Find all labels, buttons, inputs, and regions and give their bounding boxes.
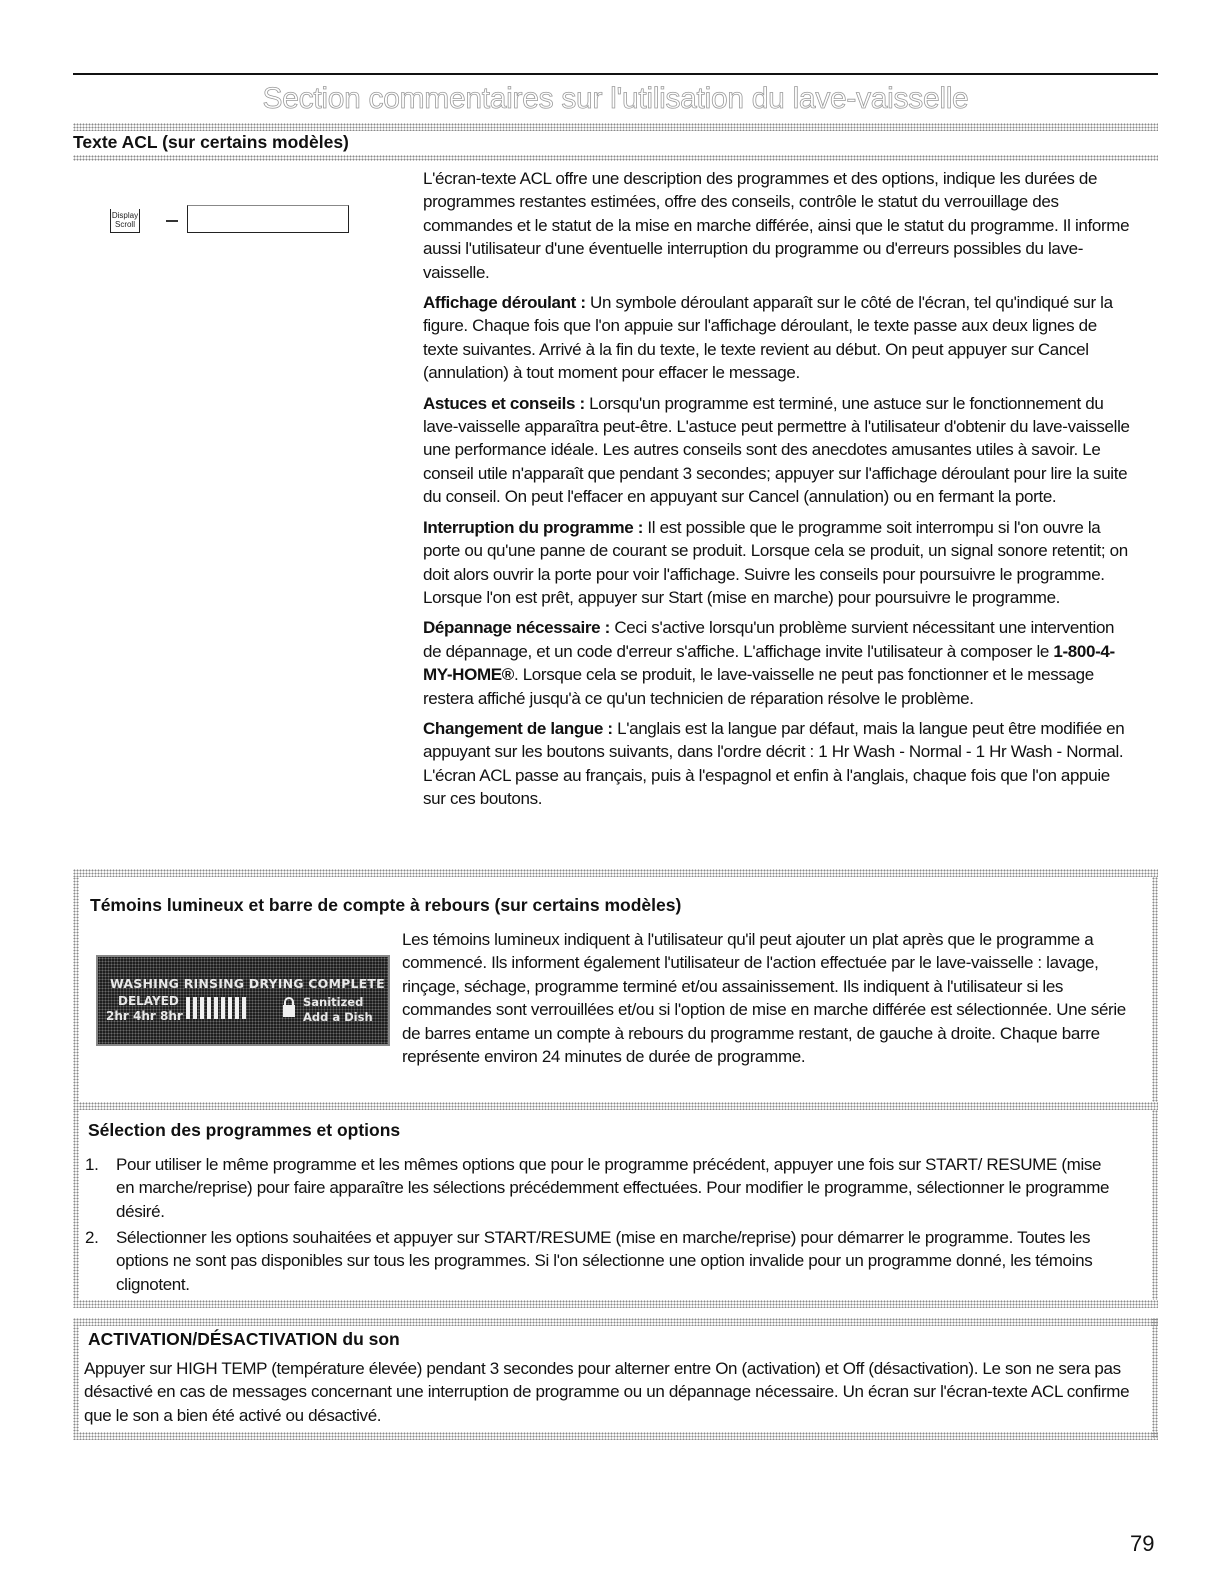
sound-text: Appuyer sur HIGH TEMP (température élevée) pendant 3 secondes pour alterner entre On (activation) et Off (désactivation). Le son ne sera pas désactivé en cas de messages concernant une interruption de programme ou un dépannage nécessaire. Un écran sur l'écran-texte ACL confirme que le son a bien été activé ou désactivé. bbox=[84, 1359, 1130, 1425]
item-term: Interruption du programme : bbox=[423, 517, 644, 537]
lcd-item bbox=[423, 516, 1135, 610]
countdown-bar bbox=[228, 997, 232, 1019]
item-text: Un symbole déroulant apparaît sur le côté de l'écran, tel qu'indiqué sur la figure. Chaque fois que l'on appuie sur l'affichage déroulant, le texte passe aux deux lignes de texte suivantes. Arrivé à la fin du texte, le texte revient au début. On peut appuyer sur Cancel (annulation) à tout moment pour effacer le message. bbox=[423, 293, 1113, 383]
box-border bbox=[73, 1110, 79, 1300]
lcd-item bbox=[423, 392, 1135, 509]
lcd-section-body bbox=[423, 167, 1135, 818]
item-text: Lorsqu'un programme est terminé, une astuce sur le fonctionnement du lave-vaisselle apparaîtra peut-être. L'astuce peut permettre à l'utilisateur d'obtenir du lave-vaisselle une performance idéale. Les autres conseils sont des anecdotes amusantes utiles à savoir. Le conseil utile n'apparaît que pendant 3 secondes; appuyer sur l'affichage déroulant pour lire la suite du conseil. On peut l'effacer en appuyant sur Cancel (annulation) ou en fermant la porte. bbox=[423, 393, 1130, 507]
item-text: Ceci s'active lorsqu'un problème survient nécessitant une intervention de dépannage, et un code d'erreur s'affiche. L'affichage invite l'utilisateur à composer le bbox=[423, 618, 1115, 661]
indicator-text: Les témoins lumineux indiquent à l'utilisateur qu'il peut ajouter un plat après que le programme a commencé. Ils informent également l'utilisateur de l'action effectuée par le lave-vaisselle : lavage, rinçage, séchage, programme terminé et/ou assainissement. Ils indiquent à l'utilisateur si les commandes sont verrouillées et/ou si l'option de mise en marche différée est sélectionnée. Une série de barres entame un compte à rebours du programme restant, de gauche à droite. Chaque barre représente environ 24 minutes de durée de programme. bbox=[402, 930, 1126, 1067]
lock-icon bbox=[282, 996, 296, 1018]
page-number: 79 bbox=[1130, 1531, 1155, 1556]
countdown-bar bbox=[242, 997, 246, 1019]
section-divider bbox=[73, 1102, 1158, 1110]
indicator-section-body bbox=[402, 928, 1147, 1075]
section-divider bbox=[73, 155, 1158, 161]
section-divider bbox=[73, 869, 1158, 877]
countdown-bar bbox=[193, 997, 197, 1019]
item-term: Astuces et conseils : bbox=[423, 393, 585, 413]
countdown-bar bbox=[214, 997, 218, 1019]
display-scroll-button-illustration: Display Scroll bbox=[110, 209, 140, 233]
section-divider bbox=[73, 123, 1158, 131]
countdown-bar bbox=[235, 997, 239, 1019]
lcd-intro: L'écran-texte ACL offre une description des programmes et des options, indique les durées de programmes restantes estimées, offre des conseils, contrôle le statut du verrouillage des commandes et le statut de la mise en marche différée, ainsi que le statut du programme. Il informe aussi l'utilisateur d'une éventuelle interruption du programme ou d'erreurs possibles du lave-vaisselle. bbox=[423, 169, 1130, 282]
box-border bbox=[1152, 1110, 1158, 1300]
indicator-panel-illustration bbox=[96, 955, 390, 1046]
box-border bbox=[73, 877, 79, 1102]
lcd-section-heading: Texte ACL (sur certains modèles) bbox=[73, 132, 349, 152]
delay-hours-labels: 2hr 4hr 8hr bbox=[106, 1009, 183, 1023]
box-border bbox=[73, 1318, 79, 1438]
section-divider bbox=[73, 1318, 1158, 1326]
item-number: 1. bbox=[85, 1155, 99, 1174]
sanitized-label: Sanitized bbox=[303, 995, 364, 1009]
item-text: Pour utiliser le même programme et les mêmes options que pour le programme précédent, appuyer une fois sur START/ RESUME (mise en marche/reprise) pour faire apparaître les sélections précédemment effectuées. Pour modifier le programme, sélectionner le programme désiré. bbox=[116, 1155, 1110, 1221]
item-term: Dépannage nécessaire : bbox=[423, 618, 610, 638]
top-rule bbox=[73, 73, 1158, 75]
item-term: Affichage déroulant : bbox=[423, 293, 586, 313]
page-title: Section commentaires sur l'utilisation du lave-vaisselle bbox=[262, 82, 969, 115]
lcd-screen-illustration bbox=[187, 205, 349, 233]
item-term: Changement de langue : bbox=[423, 718, 613, 738]
countdown-bars bbox=[186, 997, 246, 1019]
list-item bbox=[85, 1226, 1140, 1298]
item-text: Sélectionner les options souhaitées et appuyer sur START/RESUME (mise en marche/reprise) pour démarrer le programme. Toutes les options ne sont pas disponibles sur tous les programmes. Si l'on sélectionne une option invalide pour un programme donné, les témoins clignotent. bbox=[116, 1228, 1093, 1294]
sound-section-body bbox=[84, 1357, 1144, 1434]
delayed-label: DELAYED bbox=[118, 994, 179, 1008]
leader-line bbox=[166, 220, 178, 222]
service-phone-number: 1-800-4-MY-HOME® bbox=[423, 641, 1115, 685]
selection-section-heading: Sélection des programmes et options bbox=[88, 1120, 401, 1140]
section-divider bbox=[73, 1300, 1158, 1308]
countdown-bar bbox=[221, 997, 225, 1019]
countdown-bar bbox=[186, 997, 190, 1019]
add-a-dish-label: Add a Dish bbox=[303, 1010, 373, 1024]
box-border bbox=[1152, 1318, 1158, 1438]
sound-section-heading: ACTIVATION/DÉSACTIVATION du son bbox=[88, 1329, 400, 1349]
section-divider bbox=[73, 1432, 1158, 1440]
lcd-item bbox=[423, 291, 1135, 385]
status-labels: WASHING RINSING DRYING COMPLETE bbox=[110, 976, 385, 991]
countdown-bar bbox=[200, 997, 204, 1019]
box-border bbox=[1152, 877, 1158, 1102]
indicator-section-heading: Témoins lumineux et barre de compte à rebours (sur certains modèles) bbox=[90, 895, 682, 915]
item-text: L'anglais est la langue par défaut, mais la langue peut être modifiée en appuyant sur les boutons suivants, dans l'ordre décrit : 1 Hr Wash - Normal - 1 Hr Wash - Normal. L'écran ACL passe au français, puis à l'espagnol et enfin à l'anglais, chaque fois que l'on appuie sur ces boutons. bbox=[423, 718, 1125, 809]
item-number: 2. bbox=[85, 1228, 99, 1247]
list-item bbox=[85, 1153, 1140, 1225]
countdown-bar bbox=[207, 997, 211, 1019]
item-text: Il est possible que le programme soit interrompu si l'on ouvre la porte ou qu'une panne de courant se produit. Lorsque cela se produit, un signal sonore retentit; on doit alors ouvrir la porte pour voir l'affichage. Suivre les conseils pour poursuivre le programme. Lorsque l'on est prêt, appuyer sur Start (mise en marche) pour poursuivre le programme. bbox=[423, 517, 1128, 607]
lcd-item bbox=[423, 717, 1135, 811]
item-text: . Lorsque cela se produit, le lave-vaisselle ne peut pas fonctionner et le message restera affiché jusqu'à ce qu'un technicien de réparation résolve le problème. bbox=[423, 665, 1094, 708]
lcd-item bbox=[423, 616, 1135, 710]
